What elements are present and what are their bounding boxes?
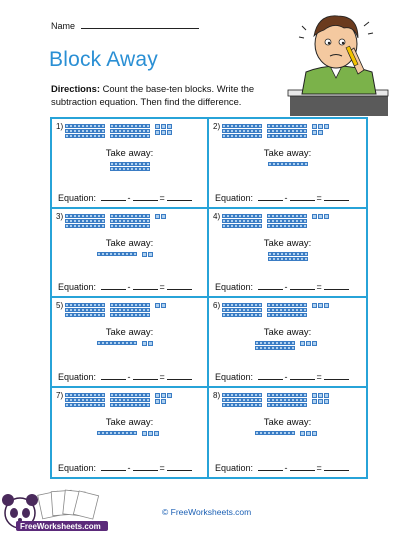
problem-number: 6) [213,301,221,310]
ten-rod [65,224,105,228]
ten-rod [222,124,262,128]
starting-blocks [65,393,205,407]
ones-cubes [142,341,162,346]
tens-group [222,214,262,228]
name-field [51,19,199,31]
equals-sign: = [316,371,322,382]
ten-rod [268,257,308,261]
take-away-label: Take away: [263,416,312,428]
name-blank[interactable] [81,19,199,29]
ten-rod [97,341,137,345]
problem-number: 4) [213,211,221,221]
equation-label: Equation: [58,463,97,473]
directions-label: Directions: [51,83,100,94]
one-cube [155,124,160,129]
equation-row [58,281,194,292]
problem-grid [50,117,368,479]
tens-group [255,341,295,350]
tens-group [97,341,137,346]
ten-rod [268,252,308,256]
ten-rod [267,403,307,407]
one-cube [155,130,160,135]
starting-blocks [222,214,362,228]
one-cube [155,399,160,404]
minuend-blank[interactable] [258,462,283,471]
ten-rod [222,308,262,312]
ten-rod [222,214,262,218]
one-cube [142,431,147,436]
ten-rod [222,134,262,138]
ten-rod [267,224,307,228]
equals-sign: = [316,282,322,292]
take-away-blocks [52,431,207,436]
equation-label: Equation: [58,371,97,382]
one-cube [312,399,317,404]
one-cube [161,130,166,135]
equals-sign: = [316,192,322,203]
difference-blank[interactable] [324,281,349,290]
ten-rod [267,393,307,397]
ten-rod [65,403,105,407]
take-away-label: Take away: [263,148,312,159]
one-cube [312,341,317,346]
one-cube [148,431,153,436]
ten-rod [110,167,150,171]
equation-label: Equation: [215,371,254,382]
ones-cubes [312,303,332,308]
equals-sign: = [159,463,165,473]
ten-rod [222,403,262,407]
ten-rod [110,219,150,223]
one-cube [318,130,323,135]
subtrahend-blank[interactable] [290,281,315,290]
freeworksheets-logo [0,487,120,539]
one-cube [142,341,147,346]
ten-rod [267,398,307,402]
one-cube [142,252,147,257]
take-away-label: Take away: [105,416,154,428]
ten-rod [110,303,150,307]
one-cube [324,214,329,219]
problem-box [209,209,366,299]
thinking-boy-illustration [284,8,390,120]
ten-rod [255,346,295,350]
minuend-blank[interactable] [258,281,283,290]
ten-rod [110,134,150,138]
subtrahend-blank[interactable] [133,371,158,380]
one-cube [312,130,317,135]
name-label: Name [51,21,76,31]
minuend-blank[interactable] [101,281,126,290]
difference-blank[interactable] [324,192,349,201]
one-cube [167,130,172,135]
ten-rod [65,124,105,128]
ten-rod [222,129,262,133]
starting-blocks [65,124,205,138]
equation-label: Equation: [58,192,97,203]
ten-rod [222,219,262,223]
directions-text: Count the base-ten blocks. Write the subtraction equation. Then find the difference. [51,83,255,107]
tens-group [65,393,105,407]
ten-rod [110,214,150,218]
one-cube [161,393,166,398]
one-cube [324,303,329,308]
one-cube [155,303,160,308]
equation-row [215,281,351,292]
take-away-label: Take away: [105,148,154,159]
ones-cubes [300,431,320,436]
minus-sign: - [284,192,288,203]
take-away-blocks [209,341,366,350]
minus-sign: - [127,282,131,292]
subtrahend-blank[interactable] [290,192,315,201]
ten-rod [267,219,307,223]
ten-rod [267,214,307,218]
ones-cubes [142,431,162,436]
equation-label: Equation: [58,282,97,292]
equation-label: Equation: [215,192,254,203]
ten-rod [267,124,307,128]
one-cube [306,431,311,436]
logo-text: FreeWorksheets.com [20,522,101,531]
ten-rod [222,313,262,317]
subtrahend-blank[interactable] [133,281,158,290]
one-cube [312,124,317,129]
ones-cubes [312,124,332,135]
left-eye [325,39,331,45]
one-cube [167,393,172,398]
page-title: Block Away [49,48,158,71]
equation-row [58,192,194,203]
one-cube [318,214,323,219]
difference-blank[interactable] [167,281,192,290]
one-cube [300,431,305,436]
one-cube [148,341,153,346]
ones-cubes [155,124,175,135]
ten-rod [65,393,105,397]
ones-cubes [312,214,332,219]
problem-box [209,119,366,209]
problem-number: 3) [56,211,64,221]
tens-group [65,214,105,228]
problem-number: 1) [56,122,64,131]
ones-cubes [312,393,332,404]
take-away-label: Take away: [105,237,154,249]
directions [51,82,276,108]
tens-group [65,124,105,138]
minuend-blank[interactable] [258,371,283,380]
ten-rod [65,134,105,138]
problem-number: 8) [213,390,221,400]
ten-rod [268,162,308,166]
difference-blank[interactable] [167,192,192,201]
one-cube [148,252,153,257]
one-cube [324,393,329,398]
difference-blank[interactable] [167,371,192,380]
one-cube [324,124,329,129]
take-away-blocks [209,431,366,436]
subtrahend-blank[interactable] [133,192,158,201]
equals-sign: = [316,463,322,473]
ten-rod [267,134,307,138]
one-cube [306,341,311,346]
one-cube [312,431,317,436]
one-cube [154,431,159,436]
one-cube [318,399,323,404]
one-cube [312,303,317,308]
equation-label: Equation: [215,282,254,292]
tens-group [222,393,262,407]
take-away-label: Take away: [105,327,154,338]
minuend-blank[interactable] [101,371,126,380]
take-away-blocks [209,162,366,166]
tens-group [110,214,150,228]
ones-cubes [142,252,162,257]
one-cube [318,303,323,308]
subtrahend-blank[interactable] [290,371,315,380]
starting-blocks [222,393,362,407]
ten-rod [255,341,295,345]
ten-rod [65,313,105,317]
ten-rod [267,129,307,133]
ten-rod [267,308,307,312]
problem-box [209,388,366,478]
one-cube [318,393,323,398]
ten-rod [65,219,105,223]
subtrahend-blank[interactable] [290,462,315,471]
difference-blank[interactable] [167,462,192,471]
take-away-blocks [209,252,366,261]
ten-rod [97,431,137,435]
ones-cubes [155,214,175,219]
tens-group [255,431,295,436]
minuend-blank[interactable] [101,192,126,201]
ones-cubes [155,393,175,404]
tens-group [267,124,307,138]
take-away-blocks [52,252,207,257]
problem-number: 7) [56,390,64,400]
ten-rod [267,313,307,317]
ten-rod [110,393,150,397]
take-away-label: Take away: [263,327,312,338]
one-cube [300,341,305,346]
equation-row [215,462,351,473]
ones-cubes [300,341,320,346]
tens-group [110,124,150,138]
minus-sign: - [127,192,131,203]
one-cube [161,124,166,129]
one-cube [318,124,323,129]
ten-rod [110,129,150,133]
difference-blank[interactable] [324,462,349,471]
ten-rod [110,398,150,402]
starting-blocks [65,303,205,317]
one-cube [161,214,166,219]
one-cube [155,214,160,219]
ten-rod [222,224,262,228]
equation-row [215,371,351,382]
tens-group [97,252,137,257]
tens-group [267,214,307,228]
tens-group [268,162,308,166]
ten-rod [110,403,150,407]
take-away-label: Take away: [263,237,312,249]
problem-box [209,298,366,388]
problem-box [52,209,209,299]
minuend-blank[interactable] [258,192,283,201]
problem-number: 2) [213,122,221,131]
starting-blocks [222,124,362,138]
one-cube [312,393,317,398]
equation-row [215,192,351,203]
equation-label: Equation: [215,463,254,473]
tens-group [222,303,262,317]
right-eye [339,39,345,45]
one-cube [312,214,317,219]
ten-rod [222,398,262,402]
equals-sign: = [159,192,165,203]
ten-rod [110,124,150,128]
take-away-blocks [52,341,207,346]
ten-rod [110,313,150,317]
problem-box [52,119,209,209]
one-cube [161,399,166,404]
subtrahend-blank[interactable] [133,462,158,471]
one-cube [161,303,166,308]
ten-rod [65,214,105,218]
minus-sign: - [284,463,288,473]
equals-sign: = [159,371,165,382]
minus-sign: - [284,282,288,292]
ones-cubes [155,303,175,308]
tens-group [222,124,262,138]
tens-group [267,393,307,407]
minus-sign: - [127,463,131,473]
ten-rod [110,224,150,228]
starting-blocks [65,214,205,228]
one-cube [155,393,160,398]
problem-number: 5) [56,301,64,310]
ten-rod [97,252,137,256]
problem-box [52,298,209,388]
ten-rod [222,303,262,307]
ten-rod [65,308,105,312]
tens-group [65,303,105,317]
tens-group [267,303,307,317]
minuend-blank[interactable] [101,462,126,471]
starting-blocks [222,303,362,317]
ten-rod [222,393,262,397]
tens-group [110,393,150,407]
tens-group [110,162,150,171]
tens-group [110,303,150,317]
take-away-blocks [52,162,207,171]
ten-rod [110,308,150,312]
one-cube [167,124,172,129]
ten-rod [65,303,105,307]
ten-rod [65,129,105,133]
ten-rod [267,303,307,307]
minus-sign: - [284,371,288,382]
ten-rod [255,431,295,435]
tens-group [268,252,308,261]
one-cube [324,399,329,404]
copyright-link[interactable]: © FreeWorksheets.com [162,507,252,517]
equation-row [58,462,194,473]
equals-sign: = [159,282,165,292]
ten-rod [65,398,105,402]
problem-box [52,388,209,478]
ten-rod [110,162,150,166]
minus-sign: - [127,371,131,382]
equation-row [58,371,194,382]
difference-blank[interactable] [324,371,349,380]
tens-group [97,431,137,436]
desk-top [290,94,388,116]
